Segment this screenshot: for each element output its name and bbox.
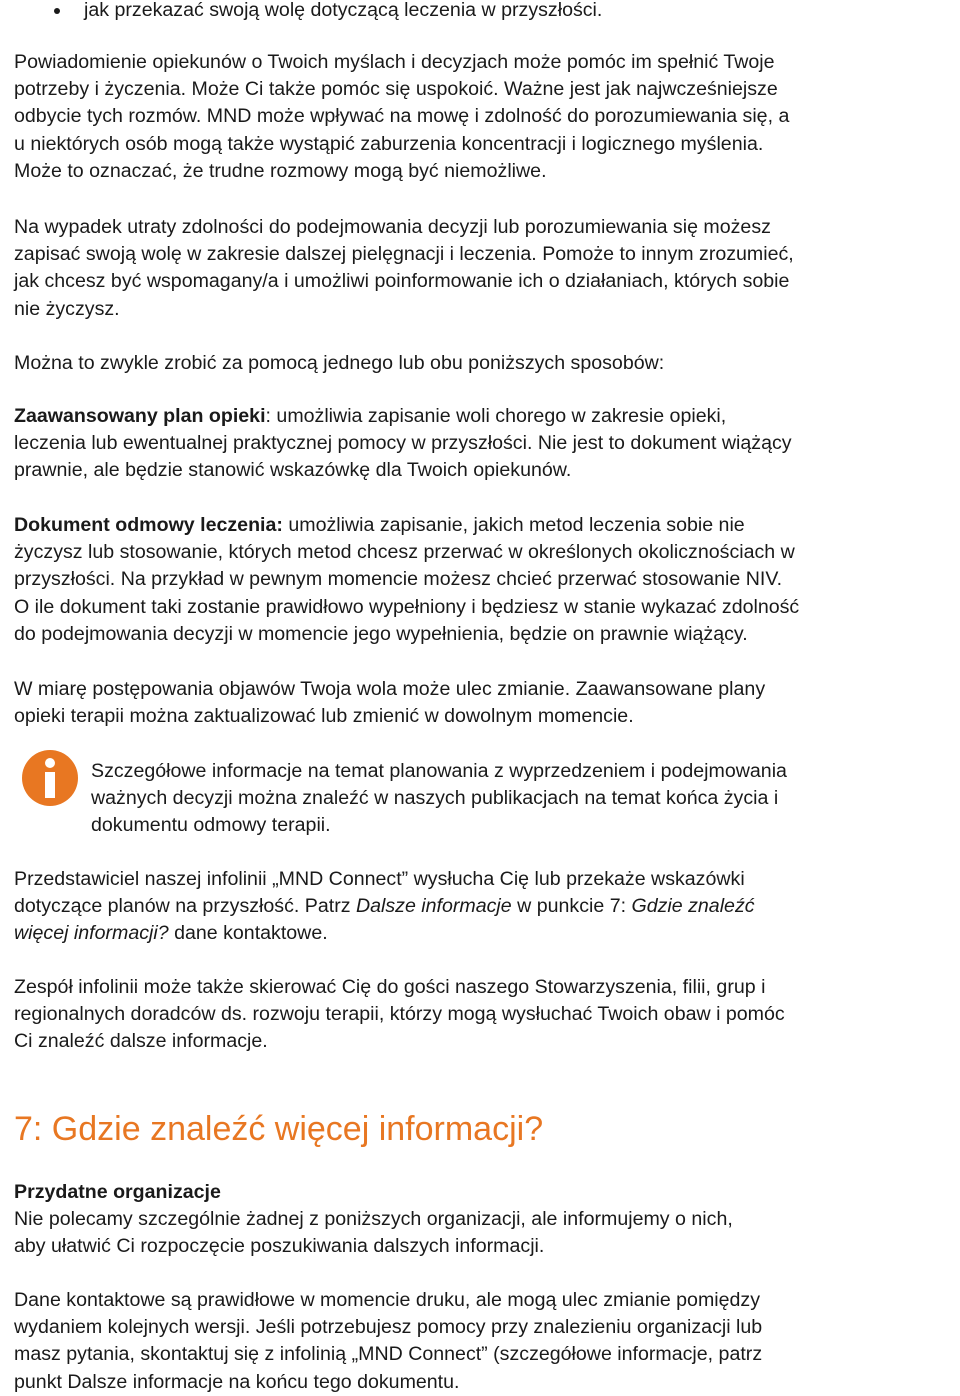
text-line: potrzeby i życzenia. Może Ci także pomóc się uspokoić. Ważne jest jak najwcześniejsze	[14, 78, 778, 101]
text-line: jak chcesz być wspomagany/a i umożliwi poinformowanie ich o działaniach, których sobie	[14, 270, 790, 293]
paragraph-refusal-document	[14, 512, 959, 648]
text-span: w punkcie 7:	[511, 895, 632, 918]
text-line: Ci znaleźć dalsze informacje.	[14, 1030, 268, 1053]
text-span: dotyczące planów na przyszłość. Patrz	[14, 895, 356, 918]
reference-further-info: Dalsze informacje	[355, 895, 512, 918]
paragraph-advance-care-plan	[14, 403, 959, 485]
text-line: wydaniem kolejnych wersji. Jeśli potrzebujesz pomocy przy znalezieniu organizacji lub	[14, 1316, 763, 1339]
text-line: regionalnych doradców ds. rozwoju terapii, którzy mogą wysłuchać Twoich obaw i pomóc	[14, 1003, 785, 1026]
subheading: Przydatne organizacje	[14, 1181, 221, 1203]
paragraph-helpline	[14, 866, 959, 948]
bullet-dot-icon	[54, 8, 60, 14]
text-line: opieki terapii można zaktualizować lub zmienić w dowolnym momencie.	[14, 705, 634, 728]
text-line: Szczegółowe informacje na temat planowania z wyprzedzeniem i podejmowania	[91, 760, 787, 782]
text-line: odbycie tych rozmów. MND może wpływać na mowę i zdolność do porozumiewania się, a	[14, 105, 790, 128]
text-line: życzysz lub stosowanie, których metod chcesz przerwać w określonych okolicznościach w	[14, 541, 795, 564]
info-icon-stem	[45, 772, 55, 798]
text-line: Może to oznaczać, że trudne rozmowy mogą być niemożliwe.	[14, 159, 547, 182]
paragraph-contact-details	[14, 1287, 959, 1396]
paragraph-helpline-team	[14, 974, 959, 1056]
text-line: Przedstawiciel naszej infolinii „MND Connect” wysłucha Cię lub przekaże wskazówki	[14, 868, 745, 890]
info-icon	[22, 750, 78, 806]
text-line: u niektórych osób mogą także wystąpić zaburzenia koncentracji i logicznego myślenia.	[14, 132, 764, 155]
text-line	[14, 893, 959, 920]
text-line: leczenia lub ewentualnej praktycznej pomocy w przyszłości. Nie jest to dokument wiążący	[14, 432, 792, 455]
text-line: zapisać swoją wolę w zakresie dalszej pielęgnacji i leczenia. Pomoże to innym zrozumieć,	[14, 243, 794, 266]
text-span: umożliwia zapisanie, jakich metod leczenia sobie nie	[282, 514, 745, 536]
text-line: przyszłości. Na przykład w pewnym momencie możesz chcieć przerwać stosowanie NIV.	[14, 568, 783, 591]
useful-organizations	[14, 1179, 959, 1261]
text-line: punkt Dalsze informacje na końcu tego dokumentu.	[14, 1370, 460, 1393]
text-line	[14, 512, 959, 539]
text-line: Dane kontaktowe są prawidłowe w momencie druku, ale mogą ulec zmianie pomiędzy	[14, 1289, 761, 1311]
text-line: Zespół infolinii może także skierować Cię do gości naszego Stowarzyszenia, filii, grup i	[14, 976, 766, 998]
text-span: : umożliwia zapisanie woli chorego w zakresie opieki,	[265, 405, 727, 427]
text-line: aby ułatwić Ci rozpoczęcie poszukiwania dalszych informacji.	[14, 1235, 545, 1258]
reference-section-title: Gdzie znaleźć	[631, 895, 755, 918]
text-line: nie życzysz.	[14, 297, 120, 320]
text-line: prawnie, ale będzie stanowić wskazówkę dla Twoich opiekunów.	[14, 459, 572, 482]
reference-section-title-cont: więcej informacji?	[14, 922, 169, 945]
term-refusal-document: Dokument odmowy leczenia:	[14, 514, 283, 536]
text-span: dane kontaktowe.	[168, 922, 328, 945]
text-line: Powiadomienie opiekunów o Twoich myślach i decyzjach może pomóc im spełnić Twoje	[14, 51, 775, 73]
info-icon-dot	[45, 758, 55, 768]
term-advance-care-plan: Zaawansowany plan opieki	[14, 405, 266, 427]
text-line	[14, 403, 959, 430]
text-line: do podejmowania decyzji w momencie jego wypełnienia, będzie on prawnie wiążący.	[14, 622, 748, 645]
bullet-text: jak przekazać swoją wolę dotyczącą leczenia w przyszłości.	[84, 0, 603, 21]
text-line: Na wypadek utraty zdolności do podejmowania decyzji lub porozumiewania się możesz	[14, 216, 771, 238]
paragraph-conversations	[14, 49, 959, 185]
text-line: O ile dokument taki zostanie prawidłowo wypełniony i będziesz w stanie wykazać zdolność	[14, 595, 800, 618]
paragraph-record-wishes	[14, 214, 959, 323]
paragraph-changing-wishes	[14, 676, 959, 730]
text-line: ważnych decyzji można znaleźć w naszych publikacjach na temat końca życia i	[91, 787, 779, 810]
text-line: Można to zwykle zrobić za pomocą jednego lub obu poniższych sposobów:	[14, 352, 665, 374]
text-line: dokumentu odmowy terapii.	[91, 814, 331, 837]
paragraph-ways-intro	[14, 350, 959, 377]
section-heading: 7: Gdzie znaleźć więcej informacji?	[14, 1110, 544, 1148]
info-note	[91, 758, 951, 840]
text-line: Nie polecamy szczególnie żadnej z poniższych organizacji, ale informujemy o nich,	[14, 1208, 733, 1231]
text-line: W miarę postępowania objawów Twoja wola może ulec zmianie. Zaawansowane plany	[14, 678, 766, 700]
text-line	[14, 920, 959, 947]
text-line: masz pytania, skontaktuj się z infolinią „MND Connect” (szczegółowe informacje, patrz	[14, 1343, 763, 1366]
